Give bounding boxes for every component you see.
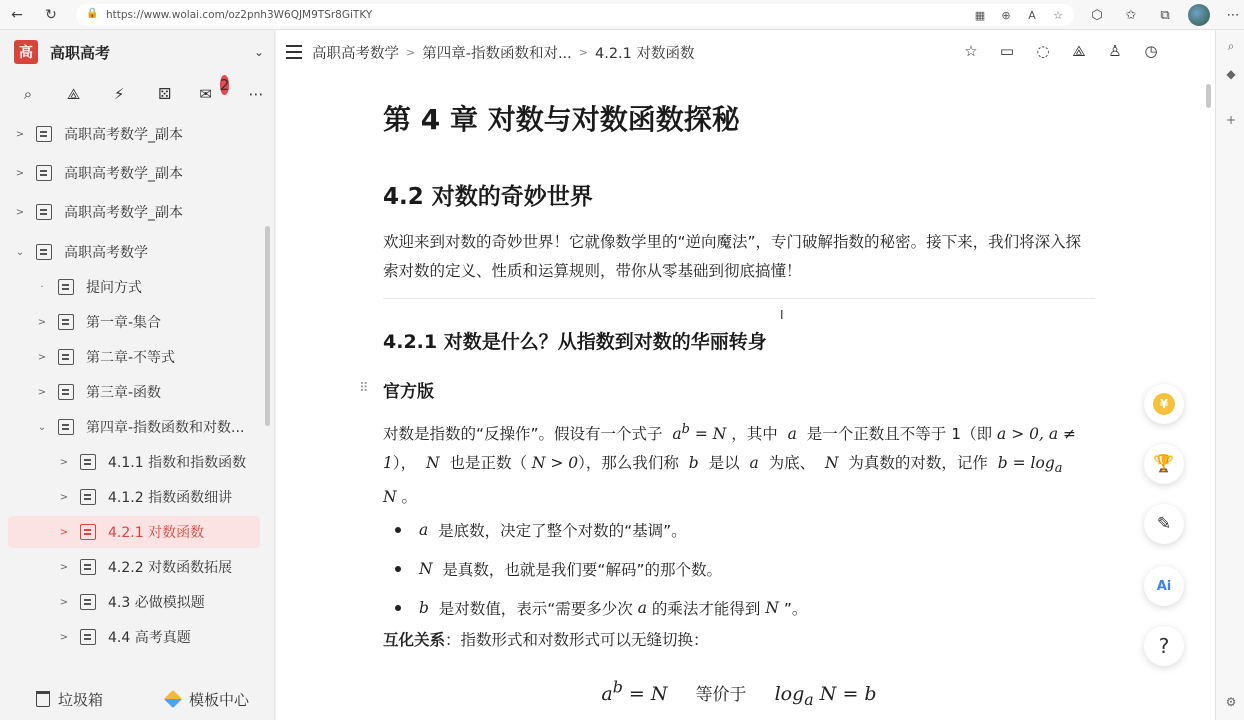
notification-badge: 2: [219, 76, 230, 94]
quick-action-icon[interactable]: ⚡: [113, 85, 125, 103]
chevron-right-icon: >: [578, 45, 588, 59]
document-icon: [58, 419, 74, 435]
refresh-icon[interactable]: ↻: [45, 6, 57, 23]
bullet-list: [383, 510, 1095, 627]
page-actions: [962, 42, 1160, 60]
dice-icon[interactable]: ⚄: [158, 85, 172, 103]
breadcrumb-item[interactable]: 第四章-指数函数和对...: [422, 45, 572, 62]
question-icon: ?: [1158, 634, 1170, 658]
main-scrollbar[interactable]: [1206, 84, 1211, 108]
site-info-icon[interactable]: 🔒: [86, 8, 99, 19]
intro-paragraph: 欢迎来到对数的奇妙世界！它就像数学里的“逆向魔法”，专门破解指数的秘密。接下来，我们将深入探索对数的定义、性质和运算规则，带你从零基础到彻底搞懂！: [383, 233, 1082, 280]
read-aloud-icon[interactable]: A: [1028, 8, 1036, 22]
sidebar: [0, 30, 275, 720]
tree-item[interactable]: [58, 481, 260, 513]
search-icon[interactable]: ⌕: [23, 85, 33, 103]
chevron-right-icon[interactable]: >: [59, 631, 69, 643]
more-icon[interactable]: ⋯: [248, 85, 264, 103]
graph-icon[interactable]: ⟁: [66, 85, 81, 103]
history-icon[interactable]: ◷: [1144, 42, 1158, 60]
url-text: https://www.wolai.com/oz2pnh3W6QJM9TSr8GiTKY: [106, 9, 373, 21]
document-icon: [58, 349, 74, 365]
document-icon: [58, 279, 74, 295]
tree-item-label: 提问方式: [86, 280, 142, 296]
relation-paragraph: 互化关系：指数形式和对数形式可以无缝切换：: [383, 631, 709, 649]
tree-item[interactable]: [36, 341, 260, 373]
back-icon[interactable]: ←: [11, 6, 23, 23]
document-icon: [36, 126, 52, 142]
bullet-icon: [395, 605, 401, 611]
tree-item-label: 4.1.1 指数和指数函数: [108, 455, 247, 471]
shopping-icon[interactable]: ◆: [1226, 67, 1236, 81]
chevron-down-icon[interactable]: ⌄: [253, 45, 264, 59]
search-icon[interactable]: ⌕: [1227, 38, 1235, 53]
browser-menu-icon[interactable]: ⋯: [1226, 7, 1240, 23]
browser-toolbar: [0, 0, 1244, 30]
math-inline: N > 0: [531, 454, 579, 473]
tree-item-label: 高职高考数学_副本: [64, 166, 183, 182]
collections-icon[interactable]: ⧉: [1160, 7, 1170, 23]
chevron-right-icon[interactable]: >: [59, 561, 69, 573]
tree-item[interactable]: [14, 196, 254, 228]
template-icon: [164, 690, 182, 708]
math-inline: N: [421, 454, 445, 473]
trash-label: 垃圾箱: [58, 690, 104, 709]
tree-item-label: 第二章-不等式: [86, 350, 176, 366]
document-icon: [58, 314, 74, 330]
edit-icon: ✎: [1156, 514, 1172, 534]
math-inline: a: [782, 425, 802, 444]
help-button[interactable]: [1144, 626, 1184, 666]
chevron-right-icon[interactable]: >: [37, 351, 47, 363]
tree-item[interactable]: [36, 376, 260, 408]
edit-button[interactable]: [1144, 504, 1184, 544]
math-inline: a: [744, 454, 764, 473]
tree-item[interactable]: [58, 551, 260, 583]
tree-item-label: 4.2.2 对数函数拓展: [108, 560, 233, 576]
app-icon[interactable]: ▦: [974, 8, 986, 22]
browser-actions: [1086, 4, 1244, 26]
tree-item-label: 4.3 必做模拟题: [108, 595, 205, 611]
tree-item-label: 高职高考数学: [64, 245, 148, 261]
tree-item-label: 4.4 高考真题: [108, 630, 191, 646]
breadcrumb-item[interactable]: 高职高考数学: [312, 45, 399, 62]
workspace-logo: 高: [14, 40, 38, 64]
chevron-right-icon[interactable]: >: [15, 128, 25, 140]
page-header: [276, 30, 1215, 74]
zoom-icon[interactable]: ⊕: [1001, 8, 1011, 22]
chevron-right-icon[interactable]: >: [15, 167, 25, 179]
section-heading: 4.2 对数的奇妙世界: [383, 184, 593, 210]
math-inline: N: [820, 454, 844, 473]
graph-icon[interactable]: ⟁: [1072, 42, 1086, 60]
bullet-dot-icon: ·: [40, 281, 44, 293]
trash-button[interactable]: [36, 689, 103, 710]
definition-paragraph: 对数是指数的“反操作”。假设有一个式子 $a^b = N$ ，其中 a 是一个正数且不等于 1（即 a > 0, a ≠ 1）， N 也是正数（ N > 0），那么我们称 b 是以 a 为底、 N 为真数的对数，记作 $b = \log_a N$ 。: [383, 422, 1077, 507]
tree-item[interactable]: [36, 306, 260, 338]
tree-item-label: 4.2.1 对数函数: [108, 525, 205, 541]
document-icon: [36, 165, 52, 181]
tree-item[interactable]: [36, 271, 260, 303]
chevron-down-icon[interactable]: ⌄: [15, 246, 25, 258]
chevron-down-icon[interactable]: ⌄: [37, 421, 47, 433]
ai-assistant-button[interactable]: [1144, 566, 1184, 606]
sidebar-scrollbar[interactable]: [265, 226, 270, 426]
address-bar-actions: [972, 7, 1066, 23]
tree-item-label: 高职高考数学_副本: [64, 127, 183, 143]
math-block: $a^b = N$ 等价于 $\log_a N = b$: [601, 678, 877, 710]
chevron-right-icon[interactable]: >: [37, 386, 47, 398]
bullet-icon: [395, 566, 401, 572]
favorite-star-icon[interactable]: ☆: [1053, 8, 1063, 22]
chevron-right-icon[interactable]: >: [59, 491, 69, 503]
chevron-right-icon[interactable]: >: [37, 316, 47, 328]
comment-icon[interactable]: ▭: [999, 42, 1015, 60]
share-user-icon[interactable]: ♙: [1108, 42, 1122, 60]
math-inline: a > 0, a ≠ 1: [383, 425, 1077, 473]
menu-icon[interactable]: [286, 45, 302, 59]
document-icon: [58, 384, 74, 400]
chat-icon[interactable]: ◌: [1036, 42, 1050, 60]
list-item: a 是底数，决定了整个对数的“基调”。: [383, 510, 1095, 549]
tree-item[interactable]: [14, 157, 254, 189]
trophy-button[interactable]: [1144, 444, 1184, 484]
tree-item[interactable]: [58, 621, 260, 653]
add-icon[interactable]: +: [1225, 113, 1237, 127]
tree-item[interactable]: [14, 236, 254, 268]
trash-icon: [36, 691, 50, 707]
document-icon: [36, 244, 52, 260]
tree-item[interactable]: [36, 411, 264, 443]
main-content: [276, 30, 1215, 720]
chevron-right-icon[interactable]: >: [59, 526, 69, 538]
document-icon: [36, 204, 52, 220]
chevron-right-icon: >: [406, 45, 416, 59]
extensions-icon[interactable]: ⬡: [1091, 7, 1103, 23]
tree-item-label: 第四章-指数函数和对数...: [86, 420, 245, 436]
chevron-right-icon[interactable]: >: [59, 596, 69, 608]
workspace-name: 高职高考: [50, 43, 111, 62]
sidebar-toolbar: [18, 76, 266, 104]
divider: [383, 298, 1095, 299]
trophy-icon: 🏆: [1153, 454, 1175, 474]
drag-handle-icon[interactable]: ⠿: [359, 381, 369, 396]
tree-item-label: 第三章-函数: [86, 385, 162, 401]
breadcrumb: [312, 42, 695, 63]
document-icon: [80, 489, 96, 505]
tree-item-label: 4.1.2 指数函数细讲: [108, 490, 233, 506]
profile-avatar[interactable]: [1188, 4, 1210, 26]
chevron-right-icon[interactable]: >: [59, 456, 69, 468]
tree-item[interactable]: [58, 446, 260, 478]
ai-icon: Ai: [1156, 578, 1172, 594]
bullet-icon: [395, 527, 401, 533]
text-cursor-icon: I: [780, 308, 784, 322]
browser-side-panel: [1215, 30, 1244, 720]
tree-item-label: 高职高考数学_副本: [64, 205, 183, 221]
subsection-heading: 4.2.1 对数是什么？从指数到对数的华丽转身: [383, 331, 767, 353]
settings-icon[interactable]: ⚙: [1225, 695, 1237, 709]
list-item: N 是真数，也就是我们要“解码”的那个数。: [383, 549, 1095, 588]
document-icon: [80, 629, 96, 645]
tree-item-active[interactable]: [8, 516, 260, 548]
chevron-right-icon[interactable]: >: [15, 206, 25, 218]
tree-item[interactable]: [14, 118, 254, 150]
math-inline: b: [683, 454, 704, 473]
tree-item-label: 第一章-集合: [86, 315, 162, 331]
inbox-icon[interactable]: ✉ 2: [199, 76, 230, 103]
tree-item[interactable]: [58, 586, 260, 618]
document-icon: [80, 594, 96, 610]
breadcrumb-item[interactable]: 4.2.1 对数函数: [595, 45, 695, 62]
favorites-icon[interactable]: ✩: [1125, 7, 1137, 23]
template-center-button[interactable]: [165, 689, 249, 710]
list-item: b 是对数值，表示“需要多少次 a 的乘法才能得到 N ”。: [383, 588, 1095, 627]
template-label: 模板中心: [189, 690, 250, 709]
document-icon: [80, 454, 96, 470]
document-icon: [80, 524, 96, 540]
block-heading: 官方版: [383, 382, 434, 402]
coin-icon: ¥: [1153, 393, 1175, 415]
math-inline: $b = \log_a N$: [383, 454, 1063, 507]
document-icon: [80, 559, 96, 575]
reward-coin-button[interactable]: [1144, 384, 1184, 424]
address-bar[interactable]: [76, 4, 1074, 26]
sidebar-footer: [0, 678, 275, 720]
workspace-switcher[interactable]: [14, 40, 264, 64]
star-icon[interactable]: ☆: [964, 42, 978, 60]
math-inline: $a^b = N$: [667, 422, 732, 444]
page-title: 第 4 章 对数与对数函数探秘: [383, 103, 740, 136]
